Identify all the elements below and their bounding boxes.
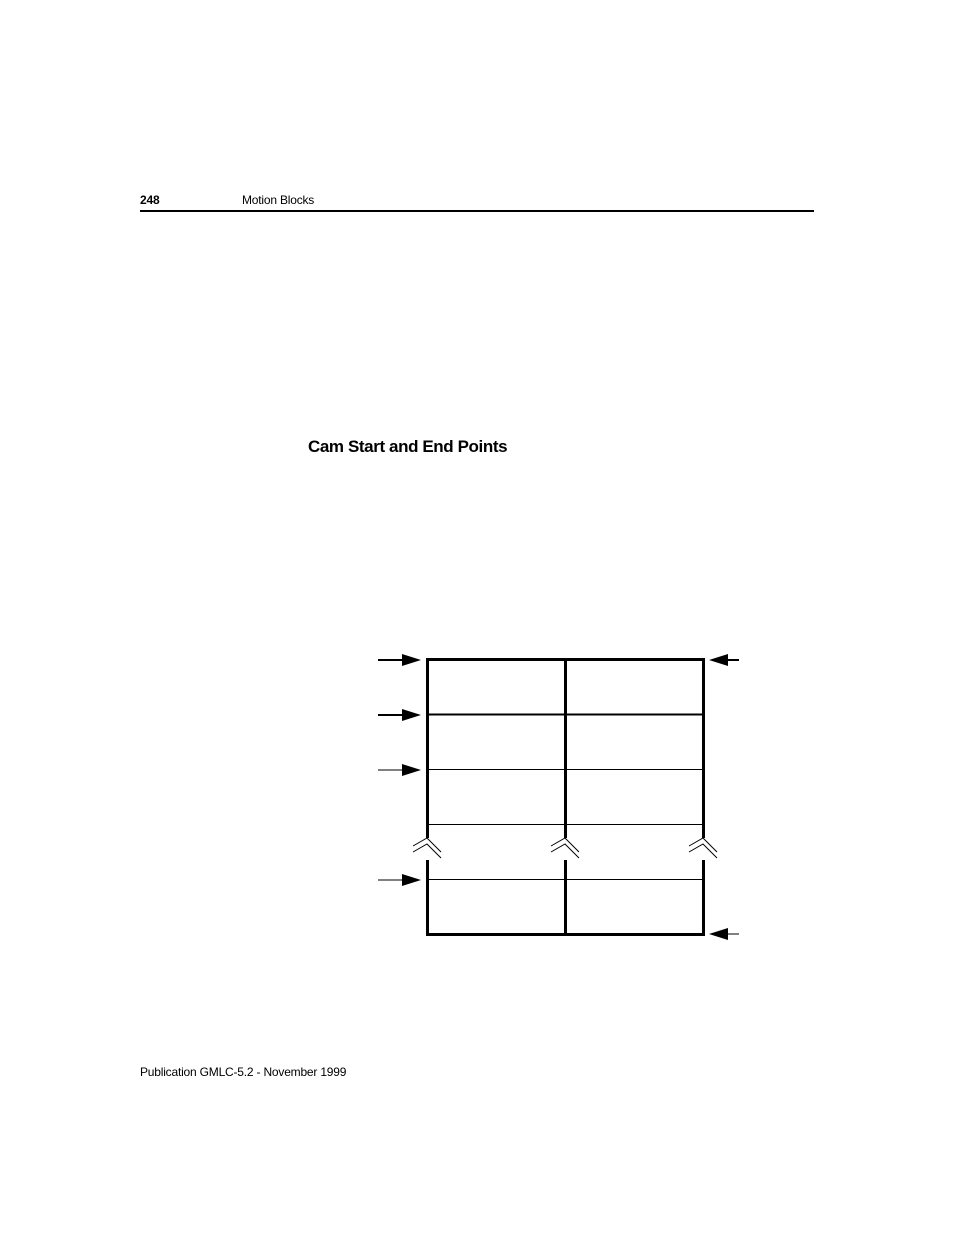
right-arrow-top [709, 654, 739, 666]
publication-footer: Publication GMLC-5.2 - November 1999 [140, 1065, 347, 1079]
left-arrow-row-2 [378, 709, 421, 721]
left-arrow-row-3 [378, 764, 421, 776]
page-number: 248 [140, 193, 160, 207]
break-marker-right [689, 838, 717, 860]
section-heading: Cam Start and End Points [308, 437, 508, 456]
right-arrow-bottom [709, 928, 739, 940]
chapter-title: Motion Blocks [242, 193, 315, 207]
left-arrow-row-1 [378, 654, 421, 666]
break-marker-left [413, 838, 441, 860]
left-arrow-row-5 [378, 874, 421, 886]
break-marker-middle [551, 838, 579, 860]
